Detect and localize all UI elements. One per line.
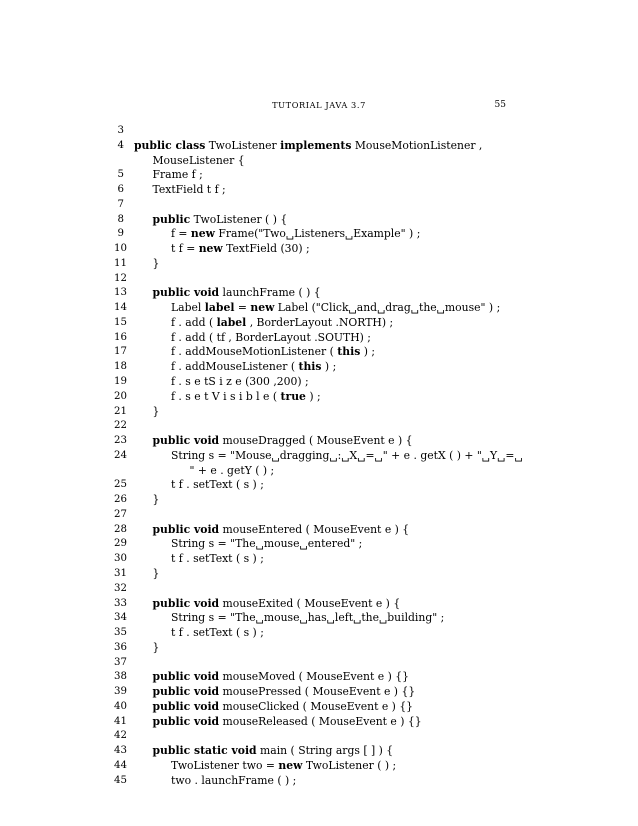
code-token: Label ("Click␣and␣drag␣the␣mouse" ) ; bbox=[274, 301, 501, 315]
code-text bbox=[153, 597, 401, 612]
code-line bbox=[114, 567, 514, 582]
code-token: MouseMotionListener , bbox=[351, 138, 483, 152]
line-number: 12 bbox=[114, 272, 127, 284]
code-keyword: public void bbox=[152, 699, 220, 713]
code-line bbox=[114, 700, 514, 715]
code-text bbox=[153, 523, 410, 538]
code-text bbox=[153, 405, 160, 420]
code-token: mouseMoved ( MouseEvent e ) {} bbox=[219, 670, 409, 684]
running-title: TUTORIAL JAVA 3.7 bbox=[272, 100, 366, 110]
line-number: 8 bbox=[117, 213, 124, 225]
code-line bbox=[114, 552, 514, 567]
code-line bbox=[114, 316, 514, 331]
code-token: TextField (30) ; bbox=[222, 242, 310, 256]
code-text bbox=[153, 213, 288, 228]
line-number: 21 bbox=[114, 405, 127, 417]
code-text bbox=[153, 641, 160, 656]
code-line bbox=[114, 774, 514, 789]
code-line bbox=[114, 508, 514, 523]
code-line bbox=[114, 375, 514, 390]
line-number: 14 bbox=[114, 302, 127, 314]
code-line bbox=[114, 656, 514, 671]
code-line bbox=[114, 597, 514, 612]
code-text bbox=[190, 464, 275, 479]
code-line bbox=[114, 301, 514, 316]
code-token: launchFrame ( ) { bbox=[219, 286, 321, 300]
code-line bbox=[114, 183, 514, 198]
code-token: = bbox=[234, 301, 251, 315]
code-text bbox=[153, 670, 409, 685]
code-text bbox=[171, 449, 523, 464]
code-keyword: new bbox=[250, 301, 275, 315]
line-number: 23 bbox=[114, 435, 127, 447]
code-line bbox=[114, 670, 514, 685]
code-line bbox=[114, 331, 514, 346]
line-number: 15 bbox=[114, 316, 127, 328]
code-token: main ( String args [ ] ) { bbox=[256, 744, 394, 758]
code-line bbox=[114, 419, 514, 434]
code-listing bbox=[114, 124, 523, 788]
code-token: TwoListener ( ) { bbox=[190, 212, 288, 226]
code-keyword: new bbox=[190, 227, 215, 241]
code-line bbox=[114, 478, 514, 493]
code-line bbox=[114, 729, 514, 744]
code-text bbox=[171, 390, 321, 405]
line-number: 9 bbox=[117, 228, 124, 240]
code-line bbox=[114, 493, 514, 508]
code-token: } bbox=[152, 566, 160, 580]
code-text bbox=[171, 316, 393, 331]
code-text bbox=[153, 493, 160, 508]
line-number: 33 bbox=[114, 597, 127, 609]
line-number: 31 bbox=[114, 567, 127, 579]
code-token: mouseDragged ( MouseEvent e ) { bbox=[219, 434, 413, 448]
code-line bbox=[114, 242, 514, 257]
code-token: } bbox=[152, 404, 160, 418]
line-number: 4 bbox=[117, 139, 124, 151]
code-line bbox=[114, 360, 514, 375]
code-keyword: new bbox=[278, 758, 303, 772]
code-line bbox=[114, 272, 514, 287]
code-line bbox=[114, 405, 514, 420]
code-token: TwoListener two = bbox=[171, 758, 279, 772]
code-line bbox=[114, 434, 514, 449]
code-token: String s = "Mouse␣dragging␣:␣X␣=␣" + e . getX ( ) + "␣Y␣=␣ bbox=[171, 448, 523, 462]
code-line bbox=[114, 448, 523, 464]
line-number: 20 bbox=[114, 390, 127, 402]
code-line bbox=[114, 154, 514, 169]
code-line bbox=[114, 611, 514, 626]
code-token: , BorderLayout .NORTH) ; bbox=[246, 315, 394, 329]
line-number: 26 bbox=[114, 494, 127, 506]
code-text bbox=[171, 537, 362, 552]
code-text bbox=[171, 360, 336, 375]
line-number: 6 bbox=[117, 184, 124, 196]
line-number: 7 bbox=[117, 198, 124, 210]
code-keyword: this bbox=[298, 360, 322, 374]
code-text bbox=[171, 611, 444, 626]
code-line bbox=[114, 715, 514, 730]
code-text bbox=[171, 478, 264, 493]
code-keyword: label bbox=[204, 301, 235, 315]
line-number: 36 bbox=[114, 641, 127, 653]
code-keyword: implements bbox=[280, 138, 352, 152]
code-text bbox=[153, 183, 226, 198]
code-line bbox=[114, 345, 514, 360]
code-line bbox=[114, 685, 514, 700]
code-token: t f . setText ( s ) ; bbox=[171, 478, 264, 492]
code-text bbox=[171, 227, 420, 242]
code-token: String s = "The␣mouse␣entered" ; bbox=[171, 537, 363, 551]
code-line bbox=[114, 464, 514, 479]
code-line bbox=[114, 168, 514, 183]
code-token: " + e . getY ( ) ; bbox=[189, 463, 275, 477]
code-token: TwoListener bbox=[205, 138, 281, 152]
line-number: 28 bbox=[114, 523, 127, 535]
code-token: String s = "The␣mouse␣has␣left␣the␣building" ; bbox=[171, 611, 445, 625]
page-number: 55 bbox=[494, 100, 506, 110]
code-keyword: label bbox=[216, 315, 247, 329]
code-keyword: public void bbox=[152, 670, 220, 684]
code-keyword: new bbox=[198, 242, 223, 256]
code-text bbox=[171, 375, 309, 390]
code-token: } bbox=[152, 640, 160, 654]
code-text bbox=[171, 774, 296, 789]
code-token: f . s e t V i s i b l e ( bbox=[171, 389, 281, 403]
line-number: 24 bbox=[114, 449, 127, 461]
code-line bbox=[114, 641, 514, 656]
code-text bbox=[153, 685, 416, 700]
line-number: 29 bbox=[114, 538, 127, 550]
code-line bbox=[114, 213, 514, 228]
code-token: ) ; bbox=[360, 345, 376, 359]
code-line bbox=[114, 257, 514, 272]
line-number: 44 bbox=[114, 759, 127, 771]
line-number: 30 bbox=[114, 553, 127, 565]
code-text bbox=[171, 345, 375, 360]
code-keyword: public void bbox=[152, 522, 220, 536]
code-text bbox=[153, 154, 245, 169]
code-line bbox=[114, 139, 514, 154]
code-token: MouseListener { bbox=[152, 153, 245, 167]
code-keyword: public static void bbox=[152, 744, 257, 758]
line-number: 41 bbox=[114, 715, 127, 727]
code-text bbox=[153, 257, 160, 272]
code-token: f . add ( bbox=[171, 315, 217, 329]
code-keyword: public void bbox=[152, 286, 220, 300]
code-token: } bbox=[152, 493, 160, 507]
code-token: f . add ( tf , BorderLayout .SOUTH) ; bbox=[171, 330, 371, 344]
line-number: 17 bbox=[114, 346, 127, 358]
code-token: t f . setText ( s ) ; bbox=[171, 626, 264, 640]
code-keyword: true bbox=[280, 389, 306, 403]
line-number: 37 bbox=[114, 656, 127, 668]
code-token: f . s e tS i z e (300 ,200) ; bbox=[171, 375, 309, 389]
code-token: TextField t f ; bbox=[152, 183, 226, 197]
code-text bbox=[153, 286, 321, 301]
line-number: 11 bbox=[114, 257, 127, 269]
code-text bbox=[153, 168, 203, 183]
code-token: t f = bbox=[171, 242, 199, 256]
code-token: mouseEntered ( MouseEvent e ) { bbox=[219, 522, 410, 536]
code-keyword: public void bbox=[152, 434, 220, 448]
code-token: mouseClicked ( MouseEvent e ) {} bbox=[219, 699, 414, 713]
code-line bbox=[114, 523, 514, 538]
code-token: mouseReleased ( MouseEvent e ) {} bbox=[219, 714, 422, 728]
code-token: f . addMouseListener ( bbox=[171, 360, 299, 374]
line-number: 42 bbox=[114, 730, 127, 742]
line-number: 43 bbox=[114, 745, 127, 757]
code-keyword: public void bbox=[152, 685, 220, 699]
code-text bbox=[153, 700, 414, 715]
code-line bbox=[114, 582, 514, 597]
code-keyword: public void bbox=[152, 596, 220, 610]
line-number: 32 bbox=[114, 582, 127, 594]
line-number: 27 bbox=[114, 508, 127, 520]
code-line bbox=[114, 759, 514, 774]
line-number: 3 bbox=[117, 125, 124, 136]
line-number: 34 bbox=[114, 612, 127, 624]
code-token: Label bbox=[171, 301, 205, 315]
code-token: f . addMouseMotionListener ( bbox=[171, 345, 338, 359]
code-token: Frame f ; bbox=[152, 168, 203, 182]
line-number: 38 bbox=[114, 671, 127, 683]
code-line bbox=[114, 390, 514, 405]
code-line bbox=[114, 124, 514, 139]
code-token: ) ; bbox=[305, 389, 321, 403]
code-text bbox=[153, 744, 394, 759]
line-number: 16 bbox=[114, 331, 127, 343]
code-token: two . launchFrame ( ) ; bbox=[171, 773, 297, 787]
code-text bbox=[134, 139, 482, 154]
code-keyword: public bbox=[152, 212, 191, 226]
code-token: } bbox=[152, 256, 160, 270]
code-keyword: this bbox=[337, 345, 361, 359]
code-token: TwoListener ( ) ; bbox=[302, 758, 397, 772]
code-text bbox=[171, 331, 371, 346]
code-text bbox=[171, 301, 500, 316]
code-line bbox=[114, 286, 514, 301]
line-number: 13 bbox=[114, 287, 127, 299]
line-number: 45 bbox=[114, 774, 127, 786]
line-number: 25 bbox=[114, 479, 127, 491]
line-number: 5 bbox=[117, 169, 124, 181]
code-line bbox=[114, 744, 514, 759]
line-number: 10 bbox=[114, 243, 127, 255]
code-line bbox=[114, 227, 514, 242]
code-text bbox=[153, 715, 422, 730]
code-token: Frame("Two␣Listeners␣Example" ) ; bbox=[214, 227, 421, 241]
code-token: mousePressed ( MouseEvent e ) {} bbox=[219, 685, 416, 699]
code-text bbox=[153, 434, 413, 449]
line-number: 19 bbox=[114, 376, 127, 388]
code-line bbox=[114, 198, 514, 213]
line-number: 39 bbox=[114, 686, 127, 698]
code-text bbox=[153, 567, 160, 582]
code-text bbox=[171, 759, 396, 774]
code-line bbox=[114, 537, 514, 552]
code-token: f = bbox=[171, 227, 191, 241]
line-number: 40 bbox=[114, 700, 127, 712]
code-token: mouseExited ( MouseEvent e ) { bbox=[219, 596, 401, 610]
line-number: 22 bbox=[114, 420, 127, 432]
code-token: ) ; bbox=[321, 360, 337, 374]
code-line bbox=[114, 626, 514, 641]
code-keyword: public class bbox=[134, 138, 206, 152]
code-token: t f . setText ( s ) ; bbox=[171, 552, 264, 566]
line-number: 18 bbox=[114, 361, 127, 373]
line-number: 35 bbox=[114, 627, 127, 639]
code-text bbox=[171, 242, 310, 257]
code-keyword: public void bbox=[152, 714, 220, 728]
code-text bbox=[171, 552, 264, 567]
code-text bbox=[171, 626, 264, 641]
